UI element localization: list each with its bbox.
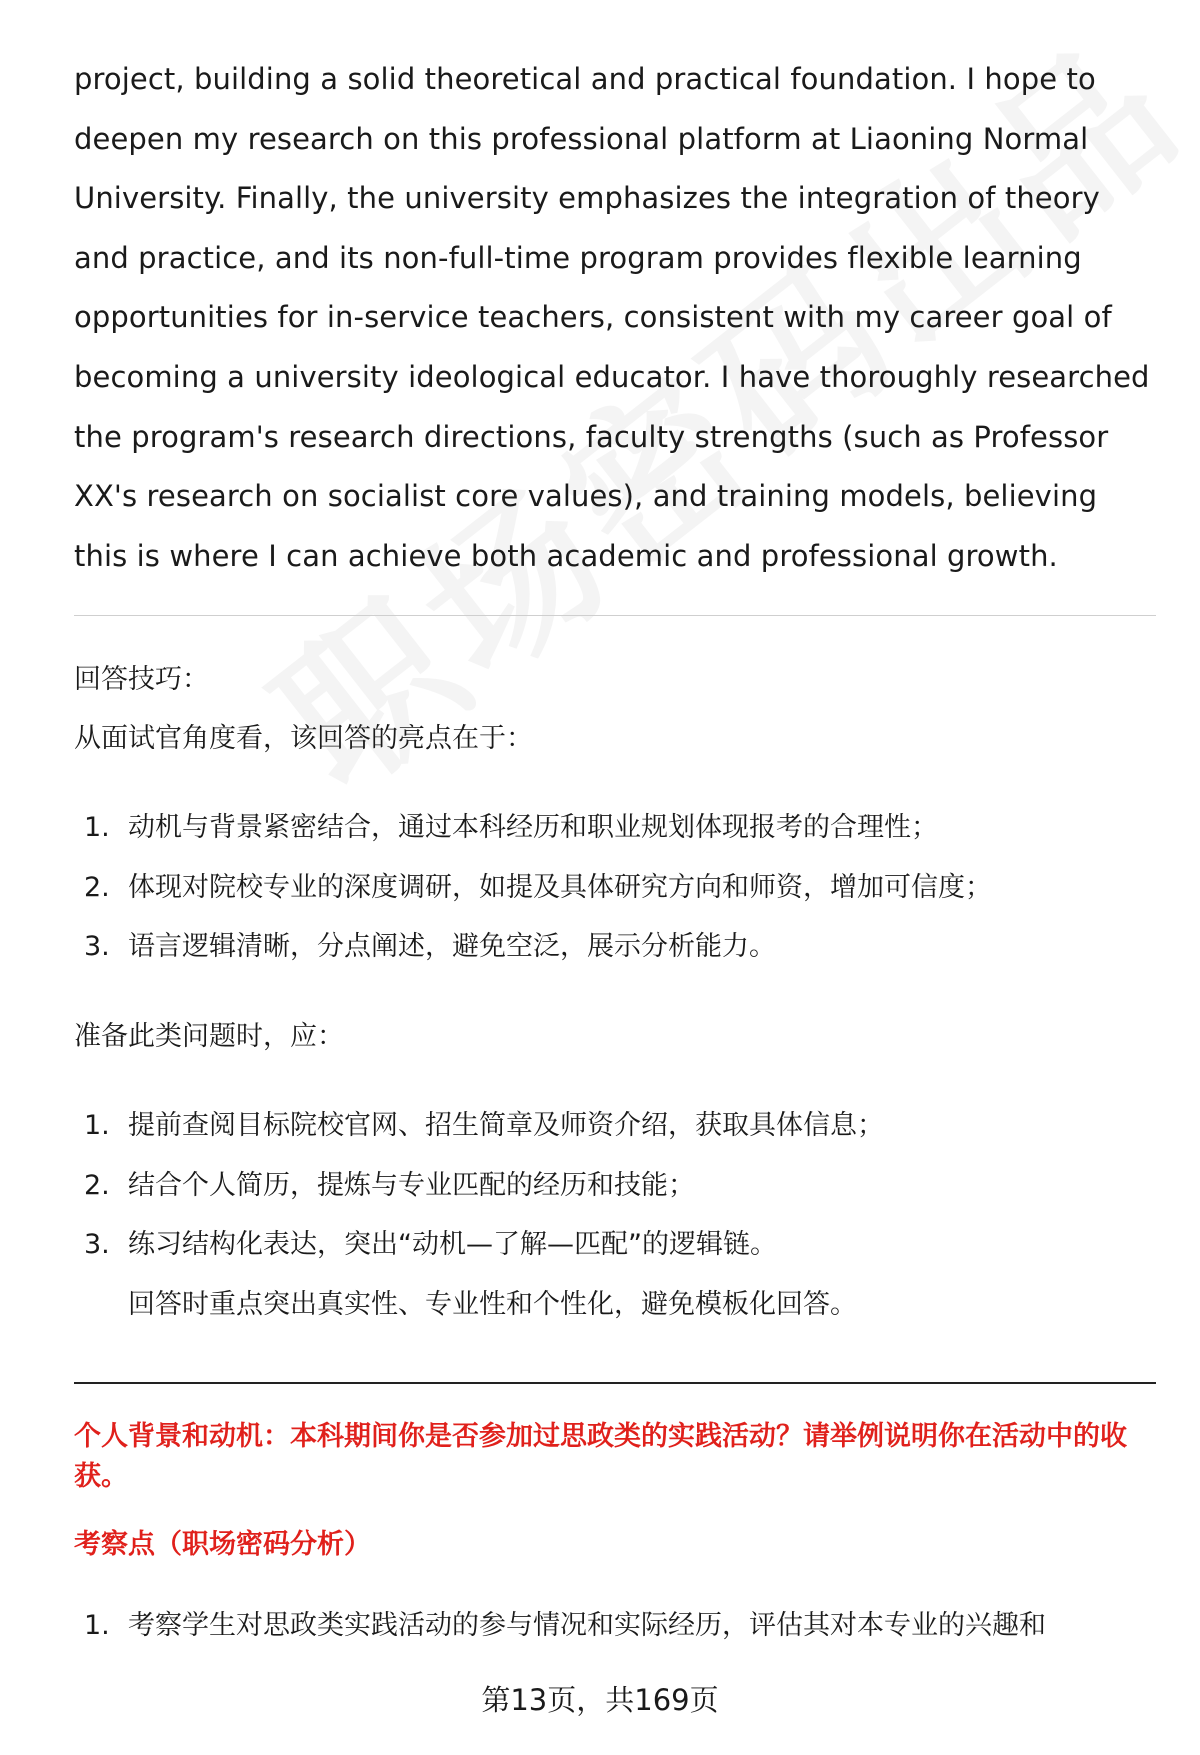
prep-list <box>74 1096 1156 1275</box>
list-item <box>74 917 1156 977</box>
tips-section <box>74 660 1156 759</box>
list-number: 2. <box>84 871 110 903</box>
list-text: 练习结构化表达，突出“动机—了解—匹配”的逻辑链。 <box>128 1229 777 1261</box>
tips-heading: 回答技巧： <box>74 664 209 695</box>
list-item <box>74 1096 1156 1156</box>
list-number: 3. <box>84 1229 110 1261</box>
highlights-list <box>74 798 1156 977</box>
list-text: 提前查阅目标院校官网、招生简章及师资介绍，获取具体信息； <box>128 1110 884 1141</box>
list-number: 1. <box>84 1610 110 1641</box>
list-text: 结合个人简历，提炼与专业匹配的经历和技能； <box>128 1169 695 1201</box>
list-number: 2. <box>84 1169 110 1201</box>
intro-paragraph: project, building a solid theoretical and practical foundation. I hope to deepen my research on this professional platform at Liaoning Normal University. Finally, the university emphasizes the integration of theory and practice, and its non-full-time program provides flexible learning opportunities for in-service teachers, consistent with my career goal of becoming a university ideological educator. I have thoroughly researched the program's research directions, faculty strengths (such as Professor XX's research on socialist core values), and training models, believing this is where I can achieve both academic and professional growth. <box>74 62 1150 573</box>
list-item <box>74 858 1156 918</box>
list-number: 1. <box>84 1110 110 1141</box>
list-text: 动机与背景紧密结合，通过本科经历和职业规划体现报考的合理性； <box>128 812 938 843</box>
next-question-section <box>74 1417 1156 1565</box>
question-divider <box>74 1382 1156 1384</box>
list-text: 体现对院校专业的深度调研，如提及具体研究方向和师资，增加可信度； <box>128 871 992 903</box>
list-item <box>74 798 1156 858</box>
focus-list <box>74 1596 1156 1656</box>
list-item <box>74 1596 1156 1656</box>
section-divider <box>74 615 1156 616</box>
list-number: 3. <box>84 931 110 963</box>
list-item <box>74 1156 1156 1216</box>
closing-note: 回答时重点突出真实性、专业性和个性化，避免模板化回答。 <box>128 1289 857 1320</box>
prep-section <box>74 1017 1156 1057</box>
prep-intro: 准备此类问题时，应： <box>74 1021 344 1052</box>
list-text: 考察学生对思政类实践活动的参与情况和实际经历，评估其对本专业的兴趣和 <box>128 1610 1046 1641</box>
list-text: 语言逻辑清晰，分点阐述，避免空泛，展示分析能力。 <box>128 931 776 963</box>
intro-section <box>74 50 1156 586</box>
list-item <box>74 1215 1156 1275</box>
list-number: 1. <box>84 812 110 843</box>
focus-heading: 考察点（职场密码分析） <box>74 1529 371 1560</box>
highlights-intro: 从面试官角度看，该回答的亮点在于： <box>74 723 533 754</box>
page-number: 第13页，共169页 <box>481 1683 719 1717</box>
question-title: 个人背景和动机：本科期间你是否参加过思政类的实践活动？请举例说明你在活动中的收获。 <box>74 1421 1127 1492</box>
